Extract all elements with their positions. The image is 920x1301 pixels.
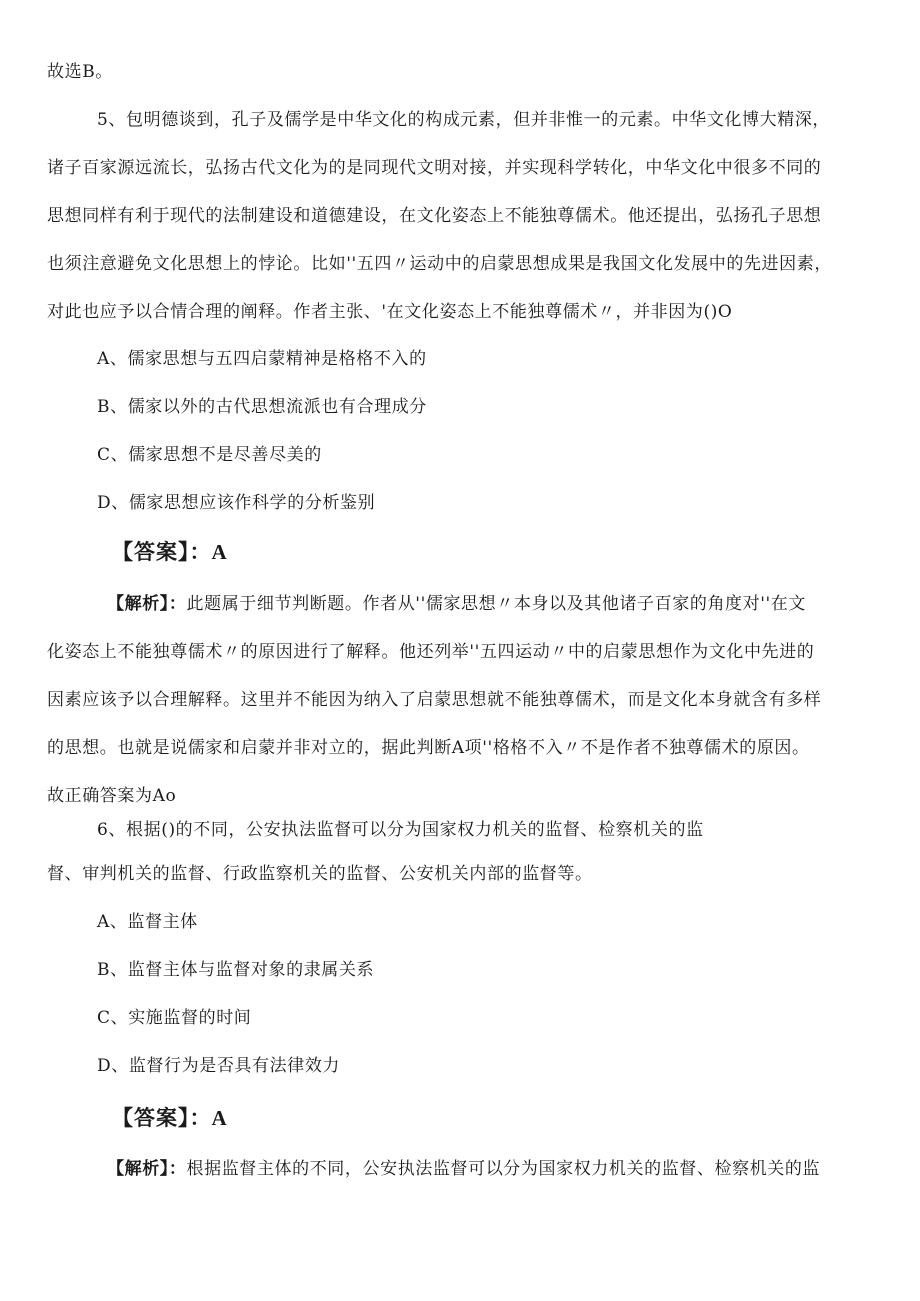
answer-label: 【答案】：	[112, 1106, 212, 1130]
question-6-answer	[112, 1104, 228, 1132]
explanation-label: 【解析】：	[107, 594, 187, 614]
question-5-line-2: 诸子百家源远流长，弘扬古代文化为的是同现代文明对接，并实现科学转化，中华文化中很多不同的	[47, 158, 822, 178]
question-6-explanation-line-1	[107, 1157, 820, 1181]
question-5-option-d: D、儒家思想应该作科学的分析鉴别	[97, 493, 376, 513]
question-5-line-3: 思想同样有利于现代的法制建设和道德建设，在文化姿态上不能独尊儒术。他还提出，弘扬孔子思想	[47, 206, 822, 226]
explanation-label: 【解析】：	[107, 1159, 187, 1179]
question-6-option-c: C、实施监督的时间	[97, 1008, 252, 1028]
explanation-text: 根据监督主体的不同，公安执法监督可以分为国家权力机关的监督、检察机关的监	[186, 1159, 821, 1179]
answer-label: 【答案】：	[112, 540, 212, 564]
answer-value: A	[211, 1106, 228, 1130]
question-5-explanation-line-5: 故正确答案为Ao	[47, 786, 177, 806]
question-6-option-d: D、监督行为是否具有法律效力	[97, 1056, 341, 1076]
answer-value: A	[211, 540, 228, 564]
question-6-line-2: 督、审判机关的监督、行政监察机关的监督、公安机关内部的监督等。	[47, 864, 593, 884]
question-5-line-5: 对此也应予以合情合理的阐释。作者主张、'在文化姿态上不能独尊儒术〃，并非因为()O	[47, 302, 733, 322]
question-6-option-b: B、监督主体与监督对象的隶属关系	[97, 960, 375, 980]
question-6-option-a: A、监督主体	[97, 912, 198, 932]
previous-answer-tail: 故选B。	[47, 62, 113, 82]
question-6-line-1: 6、根据()的不同，公安执法监督可以分为国家权力机关的监督、检察机关的监	[97, 820, 704, 840]
question-5-explanation-line-2: 化姿态上不能独尊儒术〃的原因进行了解释。他还列举''五四运动〃中的启蒙思想作为文化中先进的	[47, 642, 815, 662]
question-5-option-c: C、儒家思想不是尽善尽美的	[97, 445, 322, 465]
question-5-answer	[112, 538, 228, 566]
question-5-explanation-line-1	[107, 592, 806, 616]
question-5-option-a: A、儒家思想与五四启蒙精神是格格不入的	[97, 349, 427, 369]
question-5-explanation-line-3: 因素应该予以合理解释。这里并不能因为纳入了启蒙思想就不能独尊儒术，而是文化本身就含有多样	[47, 690, 822, 710]
question-5-option-b: B、儒家以外的古代思想流派也有合理成分	[97, 397, 427, 417]
question-5-explanation-line-4: 的思想。也就是说儒家和启蒙并非对立的，据此判断A项''格格不入〃不是作者不独尊儒术的原因。	[47, 738, 810, 758]
question-5-line-1: 5、包明德谈到，孔子及儒学是中华文化的构成元素，但并非惟一的元素。中华文化博大精深，	[97, 110, 831, 130]
explanation-text: 此题属于细节判断题。作者从''儒家思想〃本身以及其他诸子百家的角度对''在文	[186, 594, 806, 614]
question-5-line-4: 也须注意避免文化思想上的悖论。比如''五四〃运动中的启蒙思想成果是我国文化发展中的先进因素，	[47, 254, 832, 274]
